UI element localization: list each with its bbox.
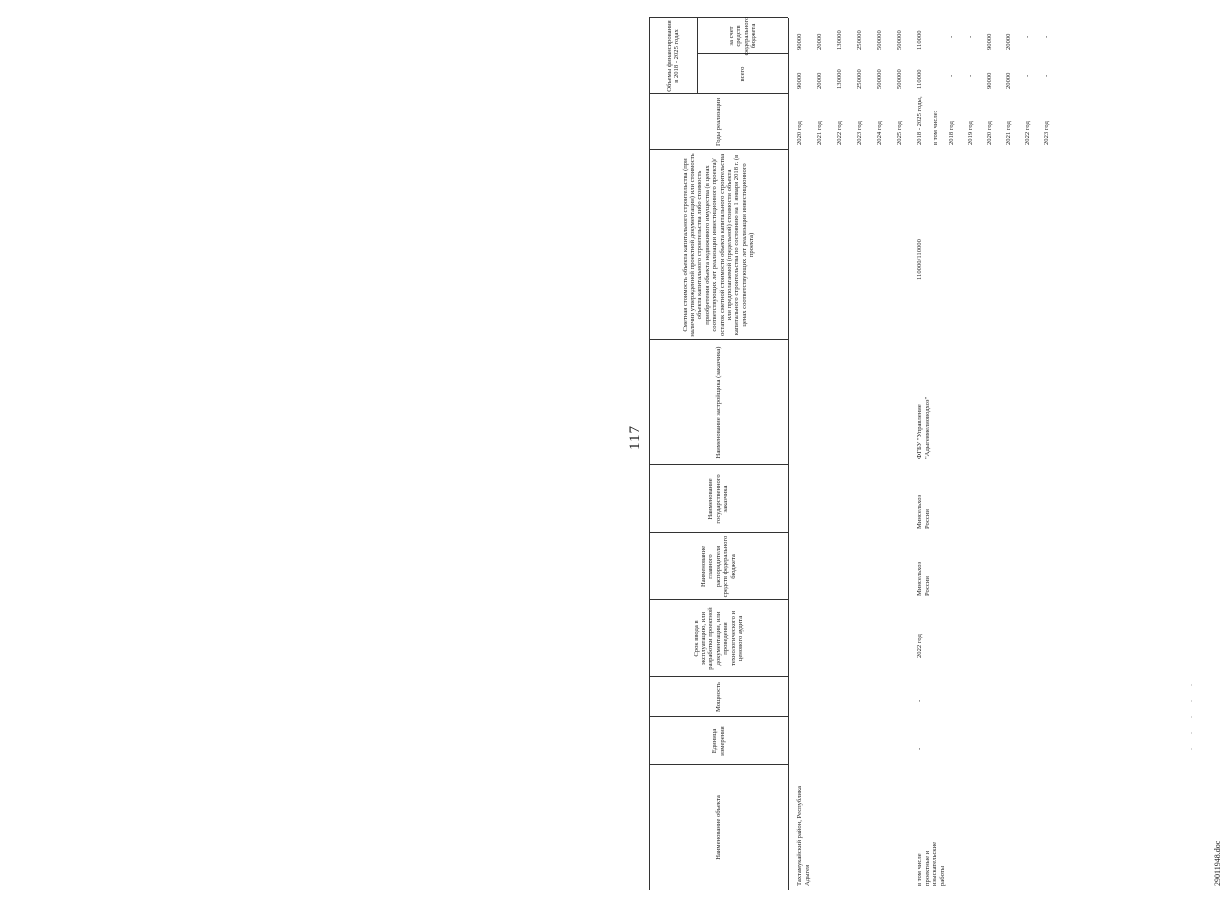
period-cell: 2018 - 2025 годы, [916,96,923,145]
document-file-name: 29011948.doc [1213,840,1222,886]
capacity-cell: - [916,699,923,702]
total-cell: 110000 [916,69,923,89]
total-cell: - [1024,74,1031,77]
year-cell: 2021 год [1005,121,1012,145]
year-cell: 2022 год [1024,121,1031,145]
unit-cell: - [916,747,923,750]
year-cell: 2024 год [876,121,883,145]
col-divider [649,339,788,340]
state-customer-cell: Минсельхоз России [916,494,931,529]
header-funding-group: Объемы финансирования в 2018 - 2025 годах [665,20,680,92]
total-cell: 500000 [896,69,903,89]
year-cell: 2018 год [948,121,955,145]
page-number: 117 [627,425,643,450]
commissioning-cell: 2022 год [916,634,923,658]
developer-cell: ФГБУ "Управление "Адыгеямелиоводхоз" [916,396,931,459]
header-bottom-border [788,18,789,890]
header-unit: Единица измерения [711,726,726,756]
header-object-name: Наименование объекта [714,795,722,860]
cost-cell: 110000/110000 [916,239,923,280]
col-divider [649,716,788,717]
federal-cell: 250000 [856,30,863,50]
federal-cell: - [1043,35,1050,38]
year-cell: 2023 год [856,121,863,145]
federal-cell: 130000 [836,30,843,50]
header-federal: за счет средств федерального бюджета [727,16,757,56]
year-cell: 2025 год [896,121,903,145]
year-cell: 2021 год [816,121,823,145]
total-cell: - [1043,74,1050,77]
rotated-table-sheet [615,15,1222,890]
header-state-customer: Наименование государственного заказчика [707,474,730,524]
total-cell: 500000 [876,69,883,89]
col-divider [649,93,788,94]
total-cell: 20000 [1005,72,1012,89]
header-developer: Наименование застройщика (заказчика) [714,346,722,459]
col-divider [649,599,788,600]
col-divider [649,464,788,465]
scan-marks: . . . . . [1185,678,1194,750]
year-cell: 2023 год [1043,121,1050,145]
total-cell: 20000 [816,72,823,89]
main-manager-cell: Минсельхоз России [916,561,931,596]
header-capacity: Мощность [714,682,722,712]
col-divider [649,676,788,677]
total-cell: 130000 [836,69,843,89]
total-cell: - [948,74,955,77]
col-divider [649,149,788,150]
table-right-border [649,17,788,18]
object-name-continuation: Тахтамукайский район, Республика Адыгея [796,786,811,886]
year-cell: 2022 год [836,121,843,145]
object-name-design-works: в том числе проектные и изыскательские работы [916,841,946,886]
header-years: Годы реализации [714,98,722,146]
total-cell: 90000 [986,72,993,89]
col-divider [649,532,788,533]
year-cell: 2019 год [967,121,974,145]
federal-cell: 90000 [796,33,803,50]
period-note: в том числе: [932,110,939,145]
federal-cell: - [1024,35,1031,38]
funding-subheader-line [697,18,698,94]
year-cell: 2020 год [986,121,993,145]
federal-cell: 500000 [896,30,903,50]
year-cell: 2020 год [796,121,803,145]
total-cell: 90000 [796,72,803,89]
federal-cell: - [967,35,974,38]
col-divider [649,764,788,765]
federal-cell: - [948,35,955,38]
header-estimated-cost: Сметная стоимость объекта капитального строительства (при наличии утвержденной проектной документации) или стоимость объекта капитального строительства либо стоимость приобретения объекта недвижимого имущества (в ценах соответствующих лет реализации инвестиционного проекта)/остаток сметной стоимости объекта капитального строительства или предполагаемой (предельной) стоимости объекта капитального строительства по состоянию на 1 января 2018 г. (в ценах соответствующих лет реализации инвестиционного проекта) [681,153,755,337]
header-commissioning: Срок ввода в эксплуатацию, или разработки проектной документации, или проведения технологического и ценового аудита [692,607,744,670]
federal-cell: 110000 [916,30,923,50]
federal-cell: 20000 [1005,33,1012,50]
total-cell: - [967,74,974,77]
federal-cell: 90000 [986,33,993,50]
header-total: всего [738,66,746,82]
total-cell: 250000 [856,69,863,89]
header-main-manager: Наименование главного распорядителя средств федерального бюджета [700,535,737,598]
federal-cell: 500000 [876,30,883,50]
federal-cell: 20000 [816,33,823,50]
